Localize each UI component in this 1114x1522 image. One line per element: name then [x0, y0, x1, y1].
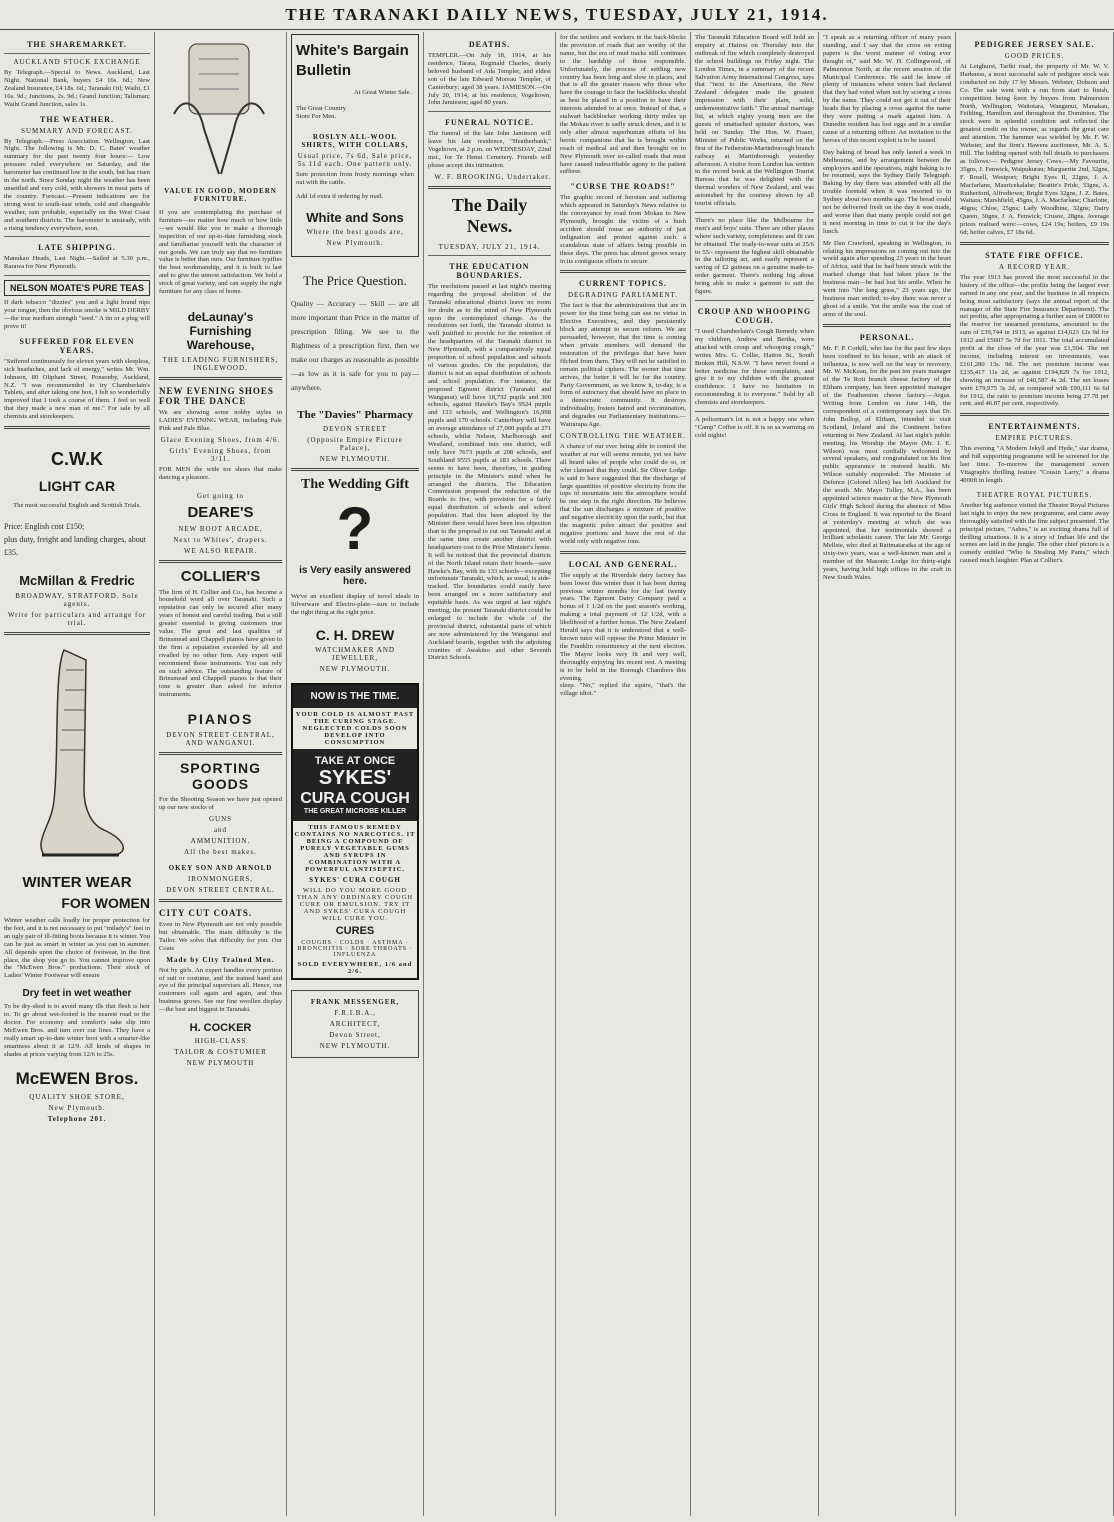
voting-text: "I speak as a returning officer of many years standing, and I say that the cross on voting papers is the worst manner of voting ever thought of," said Mr. W. H. Collingwood, of Palmerston North, at the recent session of the Municipal Conference. He said he knew of plenty of instances where voters had declared that they had voted when not by scoring a cross by the name. They could not get it out of their heads that by placing a cross against the name they were putting a mark against him. A Dunedin resident has lost eggs and in a similar cause of a returning officer. An invitation to the heroes of this recent exploit is to be issued. [823, 34, 951, 144]
column-8 [956, 32, 1114, 1516]
theatre-royal-heading: THEATRE ROYAL PICTURES. [976, 490, 1093, 499]
guns-label: GUNS [208, 815, 233, 823]
degrading-parliament-text: The fact is that the administrations that are in power for the time being can see no virtue in Elective Executives, and they persistently block any attempt to secure reform. We are persuaded, however, that the time is coming when private members will demand the restoration of the privileges that have been filched from them. They will not be satisfied to remain political ciphers. The sooner that time arrives, the better it will be for the country. Party Government, as we know it, to-day, is a form of autocracy that should have no place in a democratic community. It destroys individuality, fosters hatred and recrimination, and degrades our Parliamentary institutions.—Wairarapa Age. [560, 302, 686, 429]
will-do-good: WILL DO YOU MORE GOOD THAN ANY ORDINARY COUGH CURE OR EMULSION. TRY IT AND SYKES' CURA COUGH WILL CURE YOU. [296, 887, 414, 923]
mcmillan-address: BROADWAY, STRATFORD. Sole agents. [15, 592, 139, 608]
personal-heading: PERSONAL. [859, 332, 915, 342]
cold-warning: YOUR COLD IS ALMOST PAST THE CURING STAGE. NEGLECTED COLDS SOON DEVELOP INTO CONSUMPTION [295, 711, 415, 747]
messenger-town: NEW PLYMOUTH. [319, 1042, 391, 1051]
price-question-text: Quality — Accuracy — Skill — are all more important than Price in the matter of prescription filling. We see to the Rightness of a prescription first, then we make our charges as reasonable as possible—as low as it is safe for you to pay—anywhere. [291, 299, 419, 393]
sporting-text: For the Shooting Season we have just opened up our new stocks of [159, 796, 282, 812]
weather-text: By Telegraph.—Press Association. Wellington, Last Night. The following is Mr. D. C. Bates' weather summary for the past twenty four hours:— Low pressure ruled everywhere on Saturday, and the barometer has continued low in the south, but has risen in the north. Since Sunday night the weather has been unsettled and very cold, with showers in most parts of the country. Forecast.—Present indications are for strong west to south-east winds, cold and changeable weather, rain probable, especially on the West Coast and southern districts. The barometer is unsteady, with a rising tendency everywhere, soon. [4, 137, 150, 232]
good-prices-heading: GOOD PRICES. [1004, 52, 1065, 60]
deares-location: Next to Whites', drapers. [173, 535, 268, 544]
car-total: £35. [4, 548, 18, 557]
education-boundaries-text: The resolutions passed at last night's meeting regarding the proposal abolition of the Taranaki educational district leave no room for doubt as to the mind of New Plymouth upon the contemplated change. As the resolutions set forth, the Taranaki district is well justified to provide for the retention of the headquarters of the Taranaki district in New Plymouth, with a comparatively equal proportion of school population and schools of various grades. On the population, the district is not an equal distribution of schools and school population. For instance, the proposed Egmont district (Taranaki and Wanganui) will have 18,732 pupils and 300 schools, against Hawke's Bay's 9524 pupils and 133 schools, and Wellington's 16,998 pupils and 170 schools. Canterbury will have an average attendance of 27,000 pupils at 271 schools, whilst Nelson, Marlborough and Westland, combined into one district, will only have 7673 pupils at 208 schools, and Southland 9555 pupils at 183 schools. There seems to have been, therefore, in guiding principle in the Minister's mind when he arranged the districts. The Education Commission proposed the reduction of the Boards to five, with provision for a fairly equal distribution of schools and school population. Had this been adopted by the Minister there would have been less objection than to the proposal to cut out Taranaki and at the same time create another district with headquarters cost to the Prior Minister's home. It will be noticed that the provincial districts of the North Island retain their boards—save Hawke's Bay, with its 133 schools—excepting unfortunate Taranaki, which, as usual, is side-tracked. The boundaries could easily have been arranged on a more satisfactory and equitable basis. As was urged at last night's meeting, the present Taranaki district could be enlarged to include the whole of the provincial district, substantial parts of which are now administered by the Wanganui and Auckland boards, together with the adjoining counties of Awakino and other Seventh District Schools. [428, 282, 551, 662]
wedding-text: We've an excellent display of novel ideals in Silverware and Electro-plate—sure to include the right thing at the right price. [291, 593, 419, 617]
sporting-goods-title: SPORTING GOODS [179, 760, 262, 793]
easily-answered: is Very easily answered here. [299, 565, 411, 588]
for-women-title: FOR WOMEN [61, 895, 150, 911]
column-7 [819, 32, 956, 1516]
suffered-text: "Suffered continuously for eleven years with sleepless, sick headaches, and lack of energy," writes Mr. Wm. Johnson, 80 Oliphant Street, Ponsonby, Auckland, N.Z. "I was recommended to try Chamberlain's Tablets, and after taking one box, I felt so wonderfully improved that I took a course of them. I feel so well that they made a new man of me." For sale by all chemists and storekeepers. [4, 357, 150, 421]
city-cut-text-2: Not by girls. An expert handles every portion of suit or costume, and the trained hand and eye of the principal supervises all. Hence, our customers call again and again, and thus business grows. See our fine woollen display—the best and biggest in Taranaki. [159, 966, 282, 1014]
get-going: Get going to [197, 491, 244, 500]
controlling-weather-text: A chance of our ever being able to control the weather at our will seems remote, yet we have all heard tales of people who could do so, or who claimed that they could. Sir Oliver Lodge is said to have suggested that the discharge of large quantities of positive electricity from the tops of mountains into the atmosphere would be one step in the right direction. He believes that the sun discharges a mixture of positive and negative electricity upon the earth, but that the magnetic poles attract the positive and negative portions and leave the rest of the world only with negative ions. [560, 442, 686, 545]
column-3 [287, 32, 424, 1516]
theatre-royal-text: Another big audience visited the Theatre Royal Pictures last night to enjoy the new programme, and came away thoroughly satisfied with the fine subject presented. The principal picture, "Ashes," is an exciting drama full of thrilling situations. It is a story of Indian life and the scenes are laid in the jungle. The other chief picture is a comedy entitled "Who Is Stealing My Pants," which caused much laughter. Plan at Collier's. [960, 501, 1109, 565]
messenger-architect: ARCHITECT, [329, 1020, 381, 1029]
crawford-text: Mr Dan Crawford, speaking in Wellington, in relating his impressions on coming out into the world again after spending 23 years in the heart of Africa, said that he had been struck with the marked change that had taken place in the business man—he had lost his smile. When he went into "the long grass," 23 years ago, the business man smiled; to-day there was never a ghost of a smile. Yet the smile was the coat of arms of the soul. [823, 239, 951, 318]
furniture-caption: VALUE IN GOOD, MODERN FURNITURE. [164, 187, 277, 203]
colliers-text: The firm of H. Collier and Co., has become a household word all over Taranaki. Such a reputation can only be secured after many years of honest and careful trading. But a still greater essential is giving customers true value. The great and last qualities of Brinsmead and Chappell pianos have given to the firm a reputation exceeded by all and rivalled by no other firm. Any expert will recommend these instruments. You can rely on such advice. The outstanding feature of Brinsmead and Chappell pianos is that their tone is greater than asked for inferior instruments. [159, 588, 282, 699]
cures-label: CURES [335, 925, 375, 938]
and-label: and [213, 826, 228, 834]
mcewen-store: QUALITY SHOE STORE, [29, 1092, 125, 1101]
glace-shoes: Glace Evening Shoes, from 4/6. [160, 435, 281, 444]
mcewen-title: McEWEN Bros. [15, 1068, 139, 1088]
take-at-once: TAKE AT ONCE [314, 755, 396, 768]
men-shoes: FOR MEN the wide toe shoes that make dancing a pleasure. [159, 465, 282, 481]
state-fire-heading: STATE FIRE OFFICE. [985, 250, 1084, 260]
okey-title: OKEY SON AND ARNOLD [168, 864, 273, 872]
hands-illustration-icon [159, 34, 283, 184]
column-5 [556, 32, 691, 1516]
melbourne-suits-text: There's no place like the Melbourne for men's and boys' suits. There are other places where such variety, completeness and fit can be obtained. The ready-to-wear suits at 25/6 to 55/- represent the highest skill obtainable in the tailoring art, and easily represent a saving of £2 guineas on a genuine made-to-order garment. There's nothing big about being able to make a garment to suit the figure. [695, 216, 814, 296]
roads-text: for the settlers and workers in the back-blocks the provision of roads that are worthy of the name, but the era of mud tracks still continues to the hardship of those responsible. Unfortunately, the process of settling new country has been long and slow in places, and that is all the greater reason why those who have the courage to face the backblocks should as best be placed in a position to have their interests attended to at once. Instead of that, a stalwart backblocker working thirty miles up the Mokau river is sadly struck down, and it is only after almost superhuman efforts of his heroic companions that he is brought within reach of medical aid and then brought on to New Plymouth over so-called roads that must have caused indescribable agony to the patient sufferer. [560, 34, 686, 176]
cocker-town: NEW PLYMOUTH [186, 1059, 255, 1068]
croup-heading: CROUP AND WHOOPING COUGH. [697, 307, 812, 325]
column-4 [424, 32, 556, 1516]
famous-remedy: THIS FAMOUS REMEDY CONTAINS NO NARCOTICS. IT BEING A COMPOUND OF PURELY VEGETABLE GUMS AND SYRUPS IN COMBINATION WITH A POWERFUL ANTISEPTIC. [294, 824, 416, 874]
mcewen-phone: Telephone 201. [47, 1114, 107, 1123]
education-boundaries-heading: THE EDUCATION BOUNDARIES. [449, 261, 530, 280]
pedigree-text: At Leighurst, Tariki road, the property of Mr. W. V. Harkness, a most successful sale of pedigree stock was conducted on July 17 by Messrs. Webster, Dobson and Co. The sale went with a run from start to finish, competition being keen by buyers from Palmerston North, Wellington, Waitotara, Wanganui, Manakau, Feilding, Hamilton and throughout the Dominion. The stock were in splendid condition and reflected the greatest credit on the owner, as regards the great care and attention. The hammer was wielded by Mr. F. W. Webster, and the firm's Hawera auctioneer, Mr. A. S. Hill. The bidding opened with full details to purchasers as follows:— Pedigree Jersey Cows.—My Favourite, 35gns, J. Fenwick, Waipukurau; Marguerite 2nd, 32gns, F. Rosell, Westport; Bright Eyes II, 22gns, J. A. Macfarlane, Mauricekalahe; Beattie's Pride, 33gns, A. Rutherford, Alfredtown; Bright Eyes 32gns, J. Z. Bates, Waitara; Marshfield, 45gns, J. A. Macfarlane; Charlotte, 40gns; Chloe, 25gns; Lady Woodbine, 32gns; Dairy Queen, 30gns, J. A. Fenwick; Crusoe, 28gns. Average prices realised were:—cows, £24 19s; heifers, £9 19s 6d; heifer calves, £7 18s 6d. [960, 63, 1109, 237]
car-trials-text: The most successful English and Scottish Trials. [13, 502, 141, 510]
roslyn-price: Usual price, 7s 6d, Sale price, 5s 11d each. One pattern only. [297, 151, 413, 168]
drew-trade: WATCHMAKER AND JEWELLER, [315, 646, 395, 663]
pianos-title: PIANOS [187, 711, 254, 728]
empire-pictures-heading: EMPIRE PICTURES. [995, 434, 1074, 443]
delaunay-subtitle: THE LEADING FURNISHERS, INGLEWOOD. [162, 355, 279, 372]
wedding-gift-title: The Wedding Gift [301, 477, 409, 493]
degrading-parliament-heading: DEGRADING PARLIAMENT. [567, 291, 679, 300]
mcmillan-write: Write for particulars and arrange for trial. [7, 611, 147, 627]
sykes-repeat: SYKES' CURA COUGH [309, 876, 401, 885]
nelson-moate-ad: NELSON MOATE'S PURE TEAS [4, 280, 150, 296]
deaths-heading: DEATHS. [468, 40, 511, 49]
masthead [0, 0, 1114, 30]
personal-text: Mr. F. P. Corkill, who has for the past few days been confined to his house, with an attack of influenza, is now well on the way to recovery. Mr. W. McKean, for the past ten years manager of the Te Roti branch cheese factory of the Eltham company, has been appointed manager of the Featherston cheese factory.—Argus. Writing from London on June 14th, the correspondent of a contemporary says that Dr. John Bollop, of Eltham, intended to visit Scotland, Ireland and the Continent before returning to New Zealand. At last night's public meeting, his Worship the Mayor (Mr. J. E. Wilson) was most cordially welcomed by several speakers, and congratulated on his first public appearance in restored health. Mr. Wilson suitably responded. The Minister of Defence (Colonel Allen) has left Auckland for the south. Mr. Mayo Tolley, M.A., has been appointed science master at the New Plymouth Girls' High School during the absence of Miss Cross in England. It was reported to the Board at yesterday's meeting at which she was appointed, that her testimonials showed a brilliant scholastic career. The late Mr. George Mellsie, who died at Ratimataraika at the age of sixty-two years, was a well-known man and a member of the Masonic Lodge for thirty-eight years, having held high offices in the craft in New South Wales. [823, 344, 951, 581]
camp-coffee-text: A policeman's lot is not a happy one when "Camp" Coffee is off. It is so sa warming on cold nights! [695, 416, 814, 439]
davies-pharmacy-title: The "Davies" Pharmacy [297, 409, 413, 422]
village-idiot-text: sleep. "No," replied the squire, "that's the village idiot." [560, 682, 686, 698]
deares-repair: WE ALSO REPAIR. [183, 546, 258, 555]
best-goods: Where the best goods are, [306, 228, 404, 237]
baking-text: Day baking of bread has only lasted a week in Melbourne, and by arrangement between the employers and the operatives, night baking is to be resumed, says the Sydney Daily Telegraph. Baking by day there was attended with all the trouble foretold when it was resorted to in Sydney about two months ago. The bread could not be delivered fresh on the day it was made, and worse than that many people could not get it next morning in time to cut it for the day's lunch. [823, 148, 951, 235]
sold-everywhere: SOLD EVERYWHERE, 1/6 and 2/6. [297, 961, 413, 976]
mcewen-town: New Plymouth. [48, 1103, 106, 1112]
record-year-heading: A RECORD YEAR. [998, 262, 1071, 271]
masthead-title: THE TARANAKI DAILY NEWS, TUESDAY, JULY 21, 1914. [285, 4, 829, 24]
sharemarket-heading: THE SHAREMARKET. [27, 40, 127, 49]
okey-ironmongers: IRONMONGERS, [187, 875, 254, 883]
davies-address: DEVON STREET [323, 425, 387, 434]
shipping-text: Manukau Heads, Last Night.—Sailed at 5.30 p.m., Rarawa for New Plymouth. [4, 255, 150, 271]
light-car-title: LIGHT CAR [38, 478, 116, 495]
boot-illustration-icon [4, 640, 149, 870]
winter-wear-title: WINTER WEAR [22, 874, 132, 891]
cocker-trade: TAILOR & COSTUMIER [174, 1048, 267, 1057]
weather-heading: THE WEATHER. [40, 114, 114, 124]
now-is-the-time: NOW IS THE TIME. [293, 685, 417, 708]
microbe-killer: THE GREAT MICROBE KILLER [303, 808, 407, 816]
column-1 [0, 32, 155, 1516]
controlling-weather-heading: CONTROLLING THE WEATHER. [560, 431, 686, 440]
evening-shoes-text: We are showing some nobby styles in LADIES' EVENING WEAR, including Pale Pink and Pale Blue. [159, 408, 282, 432]
messenger-address: Devon Street, [329, 1031, 381, 1040]
evening-shoes-title: NEW EVENING SHOES FOR THE DANCE [159, 385, 274, 406]
funeral-text: The funeral of the late John Jamieson will leave his late residence, "Heatherbank," Vogeltown, at 2 p.m. on WEDNESDAY, 22nd inst., for Te Henui Cemetery. Friends will please accept this intimation. [428, 130, 551, 169]
cura-cough-title: CURA COUGH [300, 790, 410, 808]
winter-text: Winter weather calls loudly for proper protection for the feet, and it is not necessary to put "milady's" feet in an ugly pair of ill-fitting boots because it is winter. You can be just as smart in winter as you can in summer. All depends upon the choice of footwear, in the first place, the shop you go to. You cannot improve upon the "McEwen Bros." productions. Their stock of Ladies' Winter Footwear will ensure [4, 917, 150, 980]
mcmillan-title: McMillan & Fredric [19, 573, 135, 588]
pianos-address: DEVON STREET CENTRAL, AND WANGANUI. [166, 731, 275, 748]
okey-address: DEVON STREET CENTRAL. [166, 886, 275, 894]
current-topics-heading: CURRENT TOPICS. [579, 279, 667, 289]
city-cut-text: Even in New Plymouth are not only possible but obtainable. The main difficulty is the Tailor. We solve that difficulty for you. Our Coats [159, 921, 282, 952]
shipping-heading: LATE SHIPPING. [38, 243, 116, 253]
stock-exchange-text: By Telegraph.—Special to News. Auckland, Last Night. National Bank, buyers £4 16s. 6d.; New Zealand Insurance, £4 18s. 6d.; Taranaki Oil; Waihi, £1 16s. 9d.; Junctions, 2s. 9d.; Grand Junction; Talisman; Waihi Grand Junction, sales 1s. [4, 69, 150, 108]
dry-feet-text: To be dry-shod is to avoid many ills that flesh is heir to. To go about wet-footed is the nearest road to the doctor. For economy and comfort's sake slip into McEwen Bros. and turn over our lines. They have a really smart up-to-date winter boot with a smarter-like smartness about it at 12/9. All kinds of shapes in shades at prices varying from 12/6 to 25s. [4, 1003, 150, 1058]
messenger-title: FRANK MESSENGER, [310, 998, 400, 1007]
tobacco-text: If dark tobacco "dizzies" you and a light brand nips your tongue, then the obvious smoke is MILD DERBY—the true medium strength "seed." A tin or a plug will prove it! [4, 299, 150, 330]
white-sons-title: White and Sons [306, 210, 404, 226]
curse-roads-text: The graphic record of heroism and suffering which appeared in Saturday's News relative to the conveyance by road from Mokau to New Plymouth, brought the victim of a bush accident should rouse an authority of just indignation and protest against such a scandalous state of affairs being possible in these days. The press has almost grown weary in its contiguous efforts to secure [560, 194, 686, 265]
great-winter-sale: At Great Winter Sale. [354, 89, 412, 96]
add-postage: Add 1d extra if ordering by mail. [296, 192, 384, 200]
whites-town: New Plymouth. [326, 239, 384, 248]
davies-opposite: (Opposite Empire Picture Palace), [307, 436, 403, 453]
column-2 [155, 32, 287, 1516]
cocker-title: H. COCKER [189, 1022, 252, 1035]
suffered-heading: SUFFERED FOR ELEVEN YEARS. [19, 336, 135, 355]
entertainments-heading: ENTERTAINMENTS. [988, 422, 1081, 432]
car-charges: plus duty, freight and landing charges, about [4, 535, 146, 544]
weather-subheading: SUMMARY AND FORECAST. [21, 126, 133, 135]
question-mark-icon: ? [336, 495, 374, 563]
city-cut-title: CITY CUT COATS. [159, 908, 253, 918]
colliers-title: COLLIER'S [180, 567, 261, 585]
deaths-text: TEMPLER.—On July 18, 1914, at his residence, Tarata, Reginald Charles, dearly beloved husband of Ada Templer, and eldest son of the late Edward Moreau Templer, of Canterbury; aged 38 years. JAMIESON.—On July 20, 1914, at his residence, Vogeltown, John Jamieson; aged 80 years. [428, 52, 551, 107]
cures-list: COUGHS · COLDS · ASTHMA · BRONCHITIS · SORE THROATS · INFLUENZA [297, 940, 413, 959]
education-board-text: The Taranaki Education Board will hold an enquiry at Huiroa on Thursday into the outbreak of fire which completely destroyed the school buildings on Friday night. The London Times, in a summary of the recent Salvation Army International Congress, says that "next to the Americans, the New Zealand delegates made the greatest impression with their plain, solid, undemonstrative faith." The annual marriage list, at which eighty young men are the guests of unattached spinster doctors, was held on Sunday. The Hon. W. Fraser, Minister of Public Works, returned on the first of the Fetherston-Martinborough branch railway at Martinborough yesterday afternoon. A visitor from London has written in the record book at the Wellington Tourist Bureau that he was delighted with the thermal wonders of New Zealand, and was astonished by the courtesy shown by all tourist officials. [695, 34, 814, 208]
great-country-store: The Great Country Store For Men. [296, 104, 346, 120]
croup-text: "I used Chamberlain's Cough Remedy when my children, Andrew and Bertha, were attacked with croup and whooping cough," writes Mrs. G. Collie, Hatton St., South Broken Hill, N.S.W. "I have never found a better medicine for these complaints, and give it to my children with the greatest confidence. I have no hesitation in recommending it to everyone." Sold by all chemists and storekeepers. [695, 328, 814, 407]
funeral-heading: FUNERAL NOTICE. [445, 118, 534, 128]
daily-news-title: The Daily News. [451, 194, 528, 236]
issue-date: TUESDAY, JULY 21, 1914. [438, 242, 541, 251]
whites-bargain-title: White's Bargain Bulletin [296, 42, 409, 79]
local-general-text: The supply at the Riverdale dairy factory has been lower this winter than it has been during previous winter months for the last twenty years. The Egmont Dairy Company paid a bonus of 1 1/2d on the past season's working, making a total payment of 12 1/2d, with a likelihood of a further bonus. The New Zealand Herald says that it is understood that a well-known tutor will oppose the Prime Minister in the Franklin constituency at the next election. The Mayor looks very fit and very well, thoroughly enjoying his recent rest. A meeting is to be held in the Borough Chambers this evening. [560, 571, 686, 682]
empire-pictures-text: This evening "A Modern Jekyll and Hyde," star drama, and full supporting programme will be screened for the last time. To-morrow the management screen Vitagraph's thrilling feature "Cousin Larry," a drama 4000ft in length. [960, 445, 1109, 484]
curse-roads-heading: "CURSE THE ROADS!" [570, 182, 676, 192]
deares-subtitle: NEW BOOT ARCADE, [178, 524, 263, 533]
sykes-title: SYKES' [318, 767, 392, 790]
price-question-title: The Price Question. [303, 273, 407, 289]
dry-feet-title: Dry feet in wet weather [22, 988, 132, 1000]
undertaker: W. F. BROOKING, Undertaker. [434, 172, 551, 181]
roslyn-shirts: ROSLYN ALL-WOOL SHIRTS, WITH COLLARS, [301, 132, 409, 149]
furniture-text: If you are contemplating the purchase of furniture—no matter how much or how little—we would like you to make a thorough inspection of our up-to-date furnishing stock and familiarise yourself with the character of our goods. We can truly say that no furniture value is better than ours. Our furniture typifies the best workmanship, and it is built to last and to give the utmost satisfaction. We hold a stock of great variety, and can supply the right furniture for any class of home. [159, 209, 282, 296]
state-fire-text: The year 1913 has proved the most successful in the history of the office—the profits being the largest ever earned in any one year, and the business in all respects being most satisfactory (says the annual report of the manager of the State Fire Insurance Department). The net profits, after appropriating a further sum of £8000 to the reserve for unearned premiums, amounted to the sum of £39,744 in 1913, as against £14,623 12s 9d for 1912 and £5607 5s 7d for 1911. The total accumulated profit at the close of the year was £1,504. The net income, including interest on investments, was £161,280 13s. 9d. The net premium income was £235,417 11s 2d, as against £194,829 7s for 1912, showing an increase of £40,587 4s 2d. The net losses were £79,975 3s 2d, as compared with £99,111 6s 6d for 1912, the ratio to premium income being 27.78 per cent. and 46.87 per cent. respectively. [960, 273, 1109, 408]
drew-title: C. H. DREW [315, 627, 395, 644]
davies-town: NEW PLYMOUTH. [319, 455, 391, 464]
stock-exchange-heading: AUCKLAND STOCK EXCHANGE [13, 58, 141, 66]
ammunition-label: AMMUNITION. [190, 837, 251, 845]
deares-title: DEARE'S [187, 503, 254, 521]
local-general-heading: LOCAL AND GENERAL. [568, 559, 678, 569]
best-makes: All the best makes. [184, 848, 257, 856]
pedigree-heading: PEDIGREE JERSEY SALE. [974, 40, 1095, 49]
roslyn-protection: Sure protection from frosty mornings when out with the cattle. [296, 170, 414, 186]
city-trained: Made by City Trained Men. [166, 955, 275, 964]
cocker-class: HIGH-CLASS [194, 1037, 247, 1046]
drew-town: NEW PLYMOUTH. [319, 665, 391, 674]
girls-shoes: Girls' Evening Shoes, from 3/11. [169, 446, 272, 463]
delaunay-title: deLaunay's Furnishing Warehouse, [186, 309, 255, 352]
cwk-title: C.W.K [51, 449, 103, 470]
car-price: Price: English cost £150; [4, 522, 85, 531]
column-6 [691, 32, 819, 1516]
messenger-fria: F.R.I.B.A., [334, 1009, 376, 1018]
